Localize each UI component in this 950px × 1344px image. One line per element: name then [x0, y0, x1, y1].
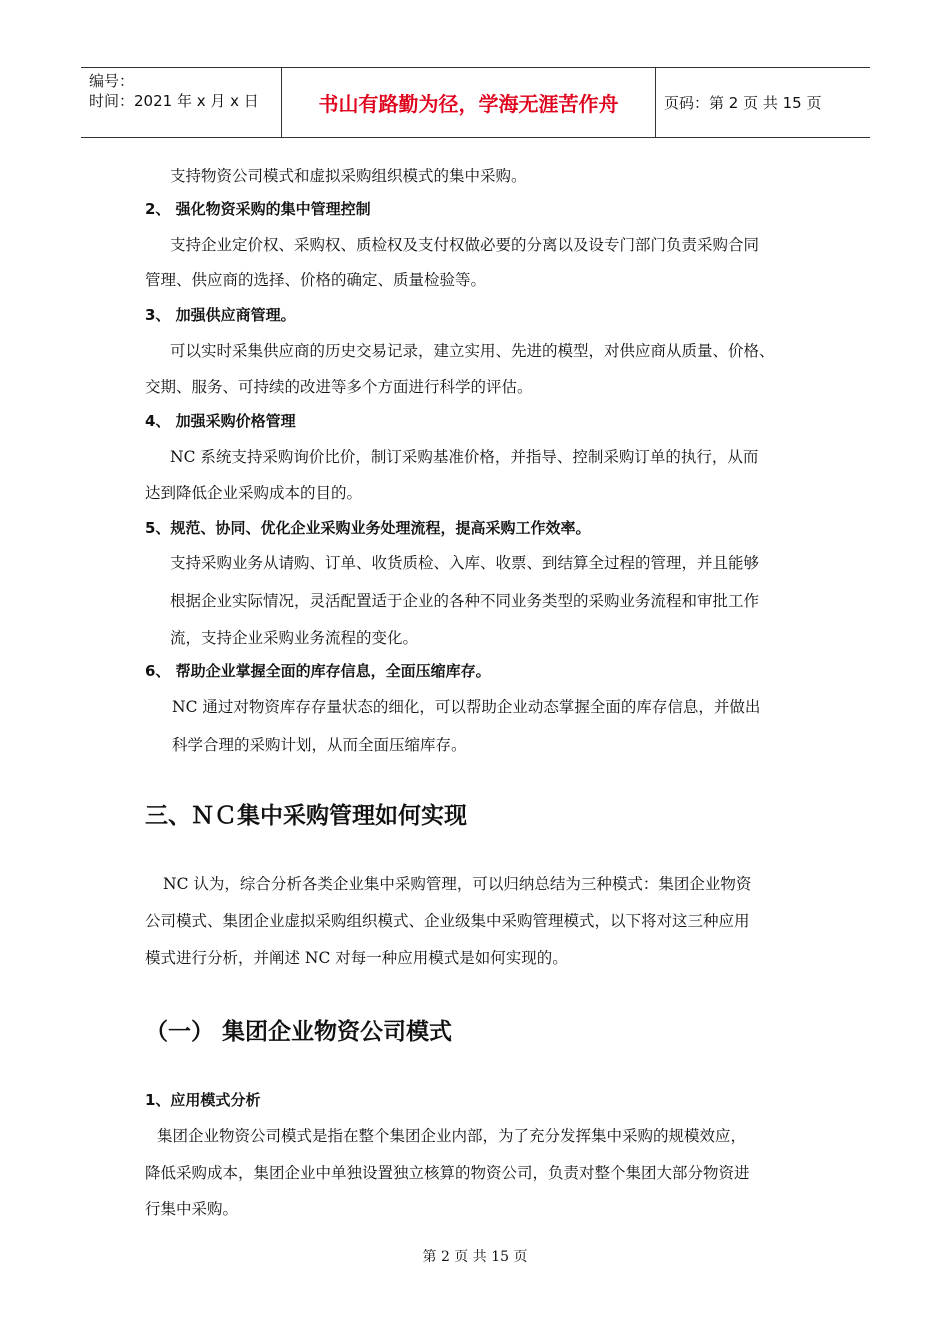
body-line: 模式进行分析，并阐述 NC 对每一种应用模式是如何实现的。 — [145, 949, 568, 967]
chapter-heading: 三、ＮＣ集中采购管理如何实现 — [145, 803, 467, 829]
body-line: 行集中采购。 — [145, 1200, 239, 1218]
header-time: 时间：2021 年 x 月 x 日 — [89, 92, 259, 110]
body-line: 集团企业物资公司模式是指在整个集团企业内部，为了充分发挥集中采购的规模效应， — [157, 1127, 747, 1145]
page-footer: 第 2 页 共 15 页 — [422, 1249, 528, 1265]
body-line: 交期、服务、可持续的改进等多个方面进行科学的评估。 — [145, 378, 533, 396]
section-heading: 5、规范、协同、优化企业采购业务处理流程，提高采购工作效率。 — [145, 519, 591, 537]
page-header — [81, 67, 870, 138]
body-line: 管理、供应商的选择、价格的确定、质量检验等。 — [145, 271, 487, 289]
body-line: 降低采购成本，集团企业中单独设置独立核算的物资公司，负责对整个集团大部分物资进 — [145, 1164, 750, 1182]
body-line: 可以实时采集供应商的历史交易记录，建立实用、先进的模型，对供应商从质量、价格、 — [170, 342, 775, 360]
body-line: 支持物资公司模式和虚拟采购组织模式的集中采购。 — [170, 167, 527, 185]
body-line: 科学合理的采购计划，从而全面压缩库存。 — [172, 736, 467, 754]
body-line: 根据企业实际情况，灵活配置适于企业的各种不同业务类型的采购业务流程和审批工作 — [170, 592, 760, 610]
body-line: 支持采购业务从请购、订单、收货质检、入库、收票、到结算全过程的管理，并且能够 — [170, 554, 760, 572]
header-number: 编号： — [89, 72, 135, 90]
body-line: 达到降低企业采购成本的目的。 — [145, 484, 363, 502]
section-heading: 3、 加强供应商管理。 — [145, 306, 296, 324]
subchapter-heading: （一） 集团企业物资公司模式 — [145, 1019, 453, 1045]
section-heading: 4、 加强采购价格管理 — [145, 412, 296, 430]
body-line: NC 系统支持采购询价比价，制订采购基准价格，并指导、控制采购订单的执行，从而 — [170, 448, 759, 466]
body-line: 流，支持企业采购业务流程的变化。 — [170, 629, 419, 647]
header-page-info: 页码：第 2 页 共 15 页 — [664, 94, 822, 112]
body-line: NC 认为，综合分析各类企业集中采购管理，可以归纳总结为三种模式：集团企业物资 — [163, 875, 752, 893]
header-motto: 书山有路勤为径，学海无涯苦作舟 — [281, 68, 656, 137]
section-heading: 6、 帮助企业掌握全面的库存信息，全面压缩库存。 — [145, 662, 491, 680]
body-line: 支持企业定价权、采购权、质检权及支付权做必要的分离以及设专门部门负责采购合同 — [170, 236, 760, 254]
body-line: NC 通过对物资库存存量状态的细化，可以帮助企业动态掌握全面的库存信息，并做出 — [172, 698, 761, 716]
body-line: 公司模式、集团企业虚拟采购组织模式、企业级集中采购管理模式，以下将对这三种应用 — [145, 912, 750, 930]
header-meta — [81, 68, 281, 137]
section-heading: 1、应用模式分析 — [145, 1091, 261, 1109]
section-heading: 2、 强化物资采购的集中管理控制 — [145, 200, 371, 218]
